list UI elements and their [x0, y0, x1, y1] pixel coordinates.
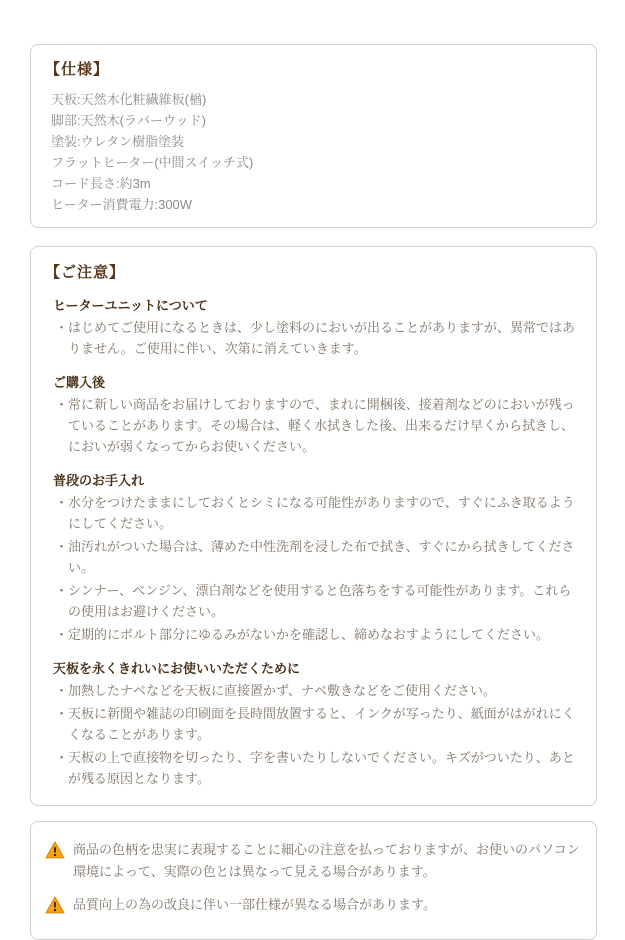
- spec-item: 天板:天然木化粧繊維板(楢): [51, 92, 207, 107]
- notice-bullet: ・定期的にボルト部分にゆるみがないかを確認し、締めなおすようにしてください。: [55, 627, 550, 642]
- spec-list: [45, 87, 582, 215]
- notice-section-heading: 普段のお手入れ: [53, 473, 145, 488]
- notice-section-heading: ご購入後: [53, 375, 106, 390]
- notice-bullet: ・天板の上で直接物を切ったり、字を書いたりしないでください。キズがついたり、あとが残る原因となります。: [55, 750, 575, 786]
- spec-box-title: 【仕様】: [45, 61, 110, 78]
- warning-text: 商品の色柄を忠実に表現することに細心の注意を払っておりますが、お使いのパソコン環境によって、実際の色とは異なって見える場合があります。: [73, 842, 580, 879]
- spec-item: 脚部:天然木(ラバーウッド): [51, 113, 207, 128]
- product-notes-page: [0, 44, 625, 912]
- notice-box: [30, 246, 597, 806]
- spec-box: [30, 44, 597, 228]
- notice-bullet: ・加熱したナベなどを天板に直接置かず、ナベ敷きなどをご使用ください。: [55, 683, 496, 698]
- notice-bullet: ・天板に新聞や雑誌の印刷面を長時間放置すると、インクが写ったり、紙面がはがれにくくなることがあります。: [55, 706, 575, 742]
- warning-items: [45, 839, 582, 916]
- notice-bullet: ・常に新しい商品をお届けしておりますので、まれに開梱後、接着剤などのにおいが残っていることがあります。その場合は、軽く水拭きした後、出来るだけ早くから拭きし、においが弱くなってからお使いください。: [55, 397, 575, 454]
- spec-item: 塗装:ウレタン樹脂塗装: [51, 134, 185, 149]
- warning-text: 品質向上の為の改良に伴い一部仕様が異なる場合があります。: [73, 897, 436, 912]
- spec-item: ヒーター消費電力:300W: [51, 197, 193, 212]
- warning-item: [45, 839, 582, 883]
- notice-bullet: ・シンナー、ベンジン、漂白剤などを使用すると色落ちをする可能性があります。これらの使用はお避けください。: [55, 583, 572, 619]
- notice-sections: [45, 295, 582, 789]
- notice-section-heading: 天板を永くきれいにお使いいただくために: [53, 661, 301, 676]
- warning-item: [45, 894, 582, 916]
- notice-box-title: 【ご注意】: [45, 264, 126, 281]
- spec-item: フラットヒーター(中間スイッチ式): [51, 155, 254, 170]
- notice-bullet: ・油汚れがついた場合は、薄めた中性洗剤を浸した布で拭き、すぐにから拭きしてください。: [55, 539, 575, 575]
- spec-item: コード長さ:約3m: [51, 176, 151, 191]
- warning-triangle-icon: [45, 841, 65, 859]
- warning-box: [30, 821, 597, 940]
- warning-triangle-icon: [45, 896, 65, 914]
- notice-bullet: ・はじめてご使用になるときは、少し塗料のにおいが出ることがありますが、異常ではありません。ご使用に伴い、次第に消えていきます。: [55, 320, 576, 356]
- notice-section-heading: ヒーターユニットについて: [53, 298, 208, 313]
- notice-bullet: ・水分をつけたままにしておくとシミになる可能性がありますので、すぐにふき取るようにしてください。: [55, 495, 575, 531]
